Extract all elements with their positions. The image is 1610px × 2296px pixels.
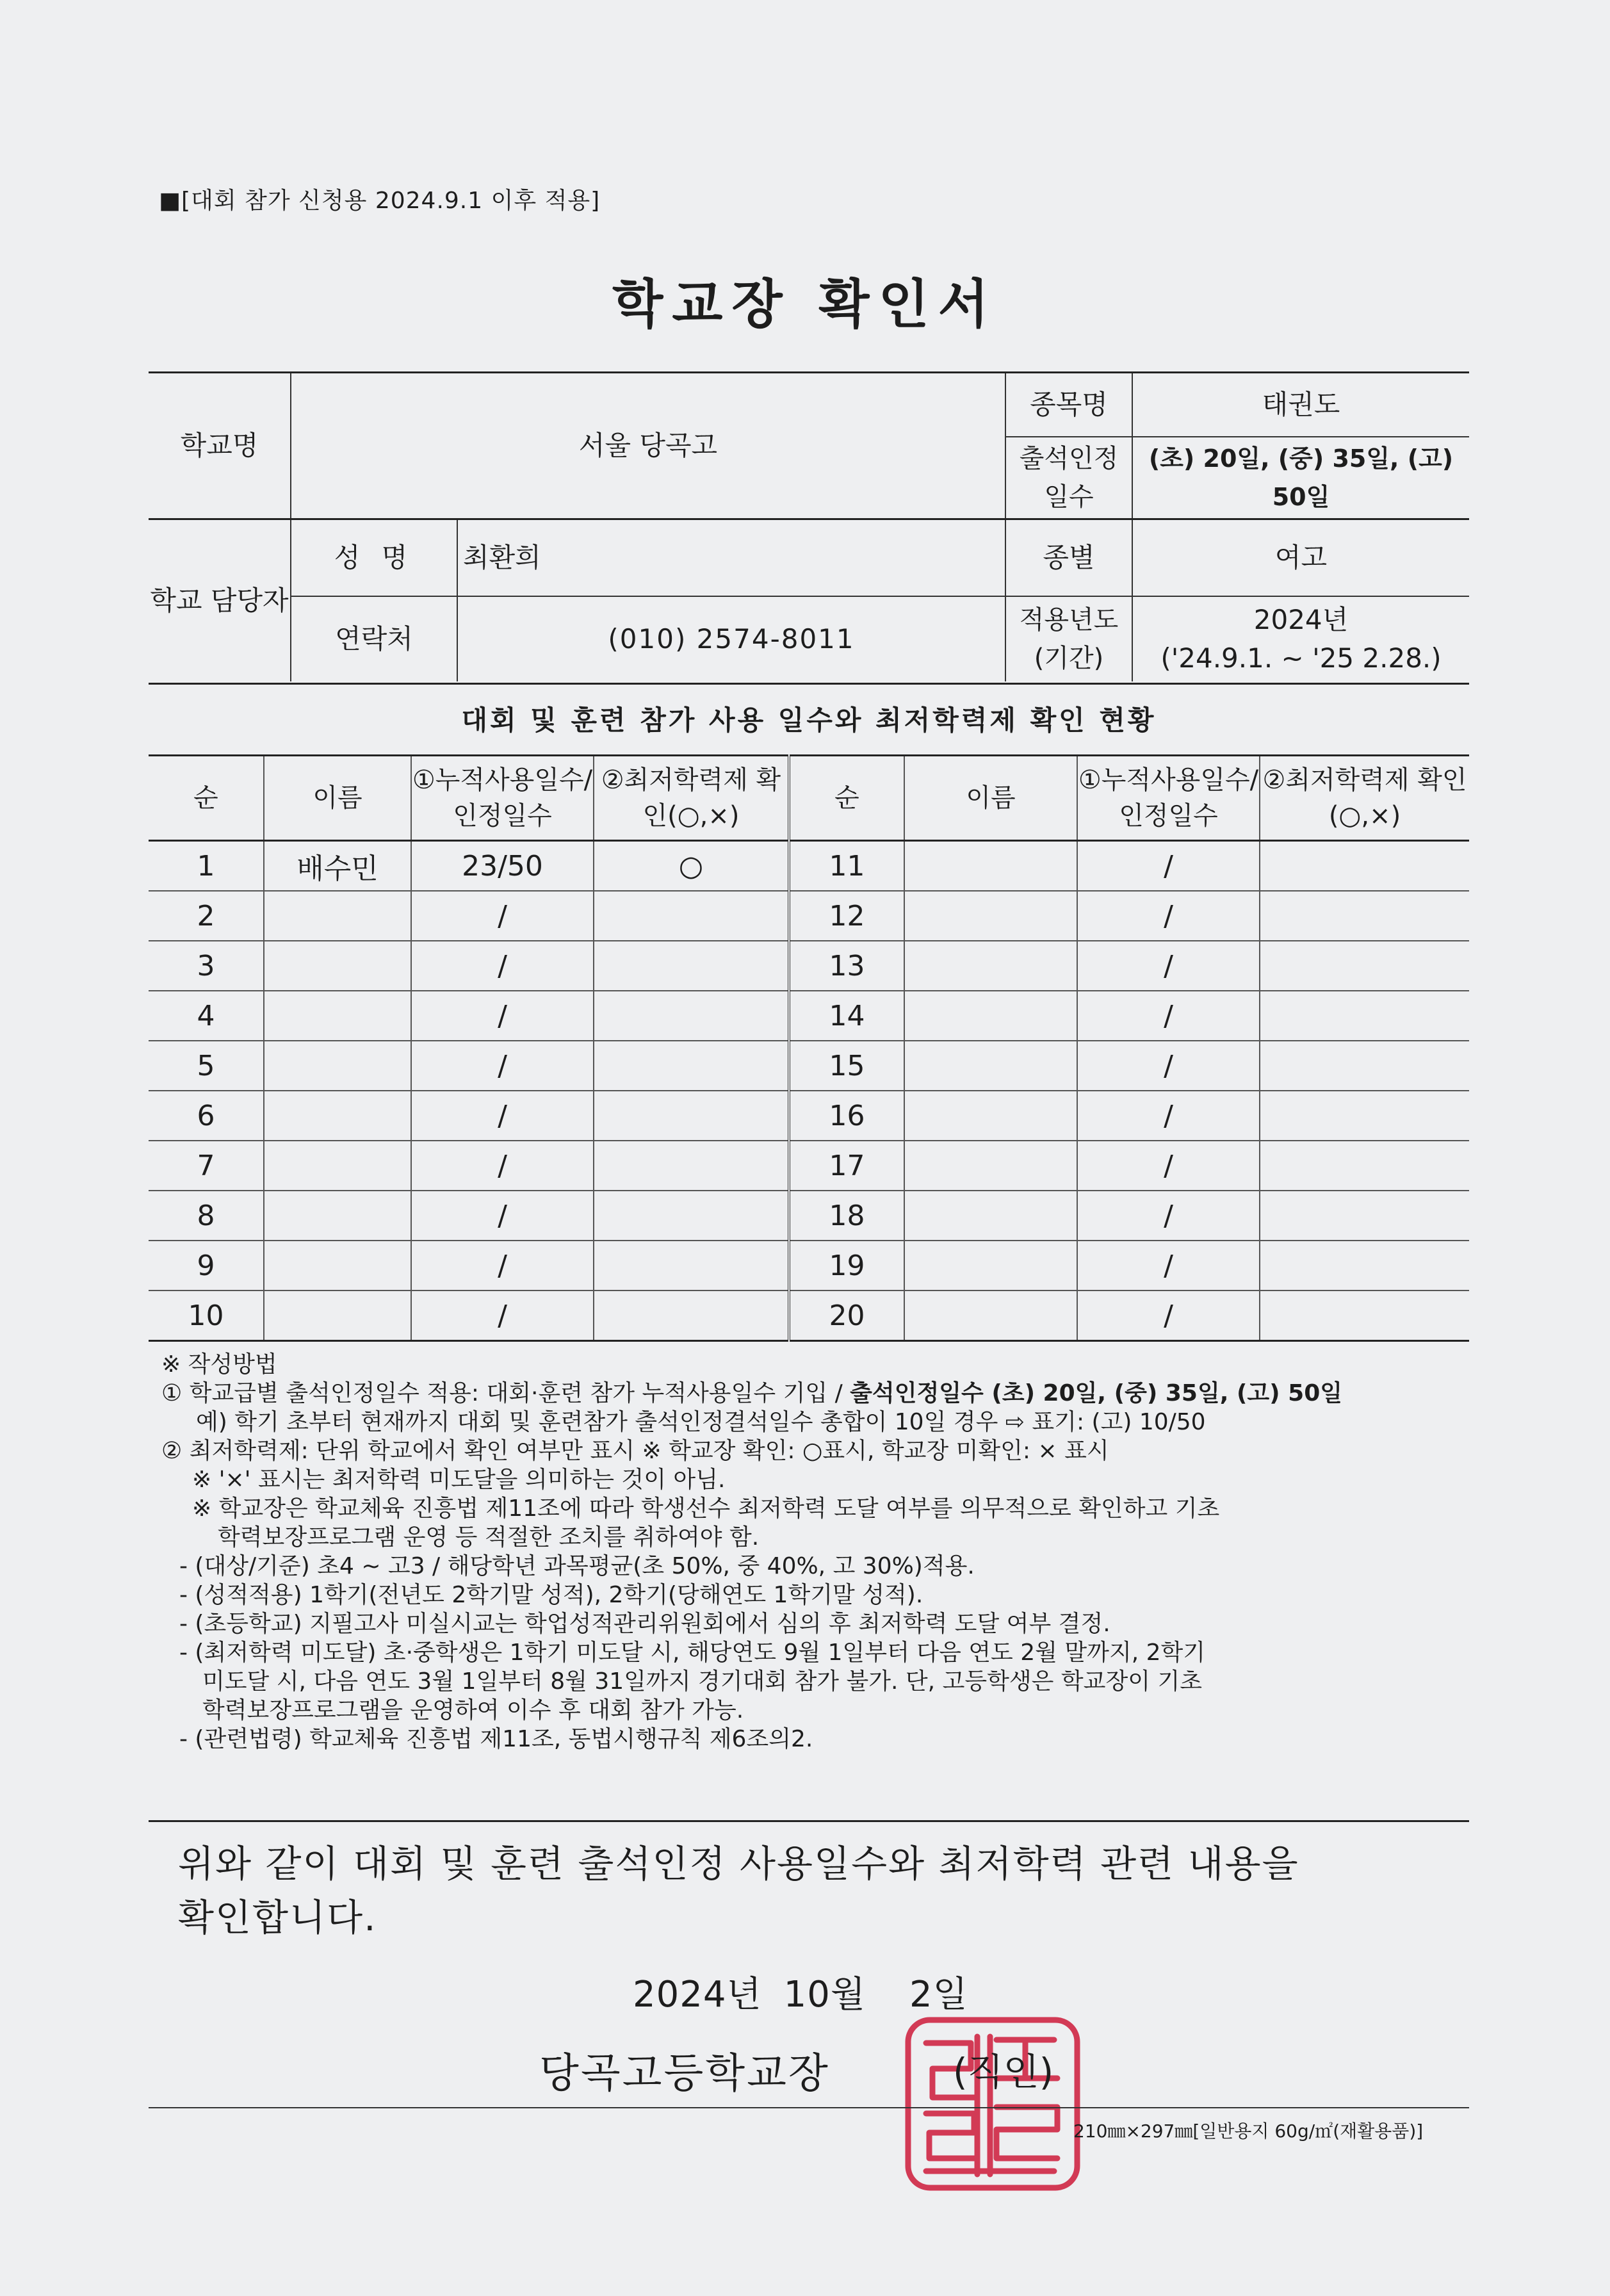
row-no: 20 <box>789 1290 904 1341</box>
row-no: 11 <box>789 841 904 892</box>
row-days: / <box>411 1041 594 1091</box>
row-days: / <box>1077 841 1260 892</box>
row-name <box>904 991 1077 1041</box>
row-days: / <box>411 1290 594 1341</box>
row-name <box>264 1041 411 1091</box>
instruction-note-1: ※ '×' 표시는 최저학력 미도달을 의미하는 것이 아님. <box>192 1467 726 1493</box>
row-days: / <box>411 991 594 1041</box>
issue-date <box>633 1966 968 2017</box>
table-row <box>149 891 1469 941</box>
row-check <box>1260 941 1469 991</box>
row-days: 23/50 <box>411 841 594 892</box>
detail-law: - (관련법령) 학교체육 진흥법 제11조, 동법시행규칙 제6조의2. <box>179 1726 813 1752</box>
attend-value: (초) 20일, (중) 35일, (고) 50일 <box>1132 437 1469 519</box>
row-check <box>1260 1041 1469 1091</box>
row-name <box>904 891 1077 941</box>
row-check <box>594 941 789 991</box>
row-days: / <box>411 941 594 991</box>
row-no: 16 <box>789 1091 904 1141</box>
row-no: 2 <box>149 891 264 941</box>
participant-table <box>149 754 1469 1342</box>
instruction-1-text: ① 학교급별 출석인정일수 적용: 대회·훈련 참가 누적사용일수 기입 / <box>161 1380 850 1406</box>
table-row <box>149 1041 1469 1091</box>
contact-label: 연락처 <box>291 596 457 681</box>
contact-value: (010) 2574-8011 <box>457 596 1005 681</box>
date-month: 10월 <box>783 1974 866 2015</box>
row-check <box>1260 1241 1469 1290</box>
row-check <box>1260 891 1469 941</box>
header-days: ①누적사용일수/인정일수 <box>1077 756 1260 841</box>
row-days: / <box>411 1141 594 1191</box>
confirmation-statement <box>178 1837 1459 1944</box>
row-no: 12 <box>789 891 904 941</box>
row-check <box>1260 991 1469 1041</box>
header-days: ①누적사용일수/인정일수 <box>411 756 594 841</box>
header-name: 이름 <box>264 756 411 841</box>
table-row <box>149 1141 1469 1191</box>
table-row <box>149 841 1469 892</box>
row-days: / <box>1077 891 1260 941</box>
row-name <box>264 1191 411 1241</box>
official-seal <box>900 2011 1086 2197</box>
name-value: 최환희 <box>457 519 1005 597</box>
instruction-1-example: 예) 학기 초부터 현재까지 대회 및 훈련참가 출석인정결석일수 총합이 10일 경우 ⇨ 표기: (고) 10/50 <box>196 1409 1206 1435</box>
row-name <box>264 1141 411 1191</box>
row-check <box>594 1290 789 1341</box>
row-days: / <box>1077 991 1260 1041</box>
instruction-1-bold: 출석인정일수 (초) 20일, (중) 35일, (고) 50일 <box>850 1380 1343 1406</box>
instruction-1 <box>161 1379 1468 1408</box>
detail-nonachievement-cont2: 학력보장프로그램을 운영하여 이수 후 대회 참가 가능. <box>202 1697 744 1723</box>
paper-spec: 210㎜×297㎜[일반용지 60g/㎡(재활용품)] <box>1073 2121 1424 2142</box>
row-no: 3 <box>149 941 264 991</box>
row-name <box>904 841 1077 892</box>
row-name <box>264 1290 411 1341</box>
detail-elementary: - (초등학교) 지필고사 미실시교는 학업성적관리위원회에서 심의 후 최저학력 도달 여부 결정. <box>179 1611 1110 1637</box>
header-no: 순 <box>149 756 264 841</box>
row-no: 9 <box>149 1241 264 1290</box>
table-row <box>149 1290 1469 1341</box>
header-no: 순 <box>789 756 904 841</box>
row-name <box>264 941 411 991</box>
year-value: 2024년 <box>1253 604 1349 635</box>
name-label: 성 명 <box>291 519 457 597</box>
row-name <box>264 891 411 941</box>
school-label: 학교명 <box>149 373 291 519</box>
info-table <box>149 371 1469 681</box>
row-days: / <box>1077 1191 1260 1241</box>
row-check <box>1260 1191 1469 1241</box>
table-row <box>149 991 1469 1041</box>
row-days: / <box>411 1241 594 1290</box>
row-name <box>904 1041 1077 1091</box>
row-name <box>904 1241 1077 1290</box>
year-label: 적용년도 (기간) <box>1005 596 1132 681</box>
row-days: / <box>1077 1241 1260 1290</box>
detail-nonachievement: - (최저학력 미도달) 초·중학생은 1학기 미도달 시, 해당연도 9월 1일부터 다음 연도 2월 말까지, 2학기 <box>179 1640 1206 1666</box>
category-value: 여고 <box>1132 519 1469 597</box>
instruction-note-2-cont: 학력보장프로그램 운영 등 적절한 조치를 취하여야 함. <box>218 1524 760 1551</box>
row-name <box>904 1141 1077 1191</box>
sport-value: 태권도 <box>1132 373 1469 437</box>
row-days: / <box>411 1091 594 1141</box>
form-usage-note: ■[대회 참가 신청용 2024.9.1 이후 적용] <box>159 188 601 214</box>
instruction-2: ② 최저학력제: 단위 학교에서 확인 여부만 표시 ※ 학교장 확인: ○표시, 학교장 미확인: × 표시 <box>161 1438 1109 1464</box>
footer-rule <box>149 2107 1469 2108</box>
row-no: 19 <box>789 1241 904 1290</box>
detail-target: - (대상/기준) 초4 ~ 고3 / 해당학년 과목평균(초 50%, 중 40%, 고 30%)적용. <box>179 1553 975 1579</box>
year-cell <box>1132 596 1469 681</box>
row-no: 18 <box>789 1191 904 1241</box>
row-name <box>904 1091 1077 1141</box>
row-days: / <box>1077 1041 1260 1091</box>
detail-grades: - (성적적용) 1학기(전년도 2학기말 성적), 2학기(당해연도 1학기말 성적). <box>179 1582 923 1608</box>
instructions <box>161 1350 1468 1754</box>
date-year: 2024년 <box>633 1974 762 2015</box>
row-name <box>904 941 1077 991</box>
header-check: ②최저학력제 확인(○,×) <box>1260 756 1469 841</box>
participant-table-header <box>149 756 1469 841</box>
row-name <box>264 1091 411 1141</box>
row-check <box>594 1191 789 1241</box>
date-day: 2일 <box>909 1974 968 2015</box>
period-value: ('24.9.1. ~ '25 2.28.) <box>1160 642 1442 674</box>
table-row <box>149 941 1469 991</box>
row-no: 1 <box>149 841 264 892</box>
row-days: / <box>411 1191 594 1241</box>
row-no: 4 <box>149 991 264 1041</box>
row-days: / <box>1077 1141 1260 1191</box>
row-name <box>264 1241 411 1290</box>
table-row <box>149 1191 1469 1241</box>
row-no: 8 <box>149 1191 264 1241</box>
principal-title: 당곡고등학교장 <box>539 2050 830 2097</box>
detail-nonachievement-cont1: 미도달 시, 다음 연도 3월 1일부터 8월 31일까지 경기대회 참가 불가. 단, 고등학생은 학교장이 기초 <box>202 1668 1202 1695</box>
row-check <box>1260 841 1469 892</box>
row-no: 5 <box>149 1041 264 1091</box>
confirm-rule <box>149 1820 1469 1822</box>
row-check <box>594 1041 789 1091</box>
row-no: 6 <box>149 1091 264 1141</box>
table-row <box>149 1091 1469 1141</box>
header-check: ②최저학력제 확인(○,×) <box>594 756 789 841</box>
row-name: 배수민 <box>264 841 411 892</box>
row-check <box>594 1091 789 1141</box>
row-no: 10 <box>149 1290 264 1341</box>
status-caption: 대회 및 훈련 참가 사용 일수와 최저학력제 확인 현황 <box>461 704 1157 736</box>
row-name <box>264 991 411 1041</box>
table-row <box>149 1241 1469 1290</box>
confirmation-line-2: 확인합니다. <box>178 1896 377 1939</box>
seal-mark-label: (직인) <box>953 2050 1054 2094</box>
row-check <box>594 1141 789 1191</box>
row-no: 7 <box>149 1141 264 1191</box>
row-no: 15 <box>789 1041 904 1091</box>
row-check <box>1260 1091 1469 1141</box>
row-days: / <box>1077 941 1260 991</box>
document-title: 학교장 확인서 <box>612 274 998 335</box>
header-name: 이름 <box>904 756 1077 841</box>
row-name <box>904 1290 1077 1341</box>
row-no: 14 <box>789 991 904 1041</box>
category-label: 종별 <box>1005 519 1132 597</box>
row-check <box>594 1241 789 1290</box>
row-name <box>904 1191 1077 1241</box>
caption-top-rule <box>149 683 1469 685</box>
instruction-note-2: ※ 학교장은 학교체육 진흥법 제11조에 따라 학생선수 최저학력 도달 여부를 의무적으로 확인하고 기초 <box>192 1495 1220 1522</box>
row-check <box>594 991 789 1041</box>
row-check <box>594 891 789 941</box>
row-days: / <box>1077 1091 1260 1141</box>
row-check <box>1260 1290 1469 1341</box>
row-no: 17 <box>789 1141 904 1191</box>
manager-label: 학교 담당자 <box>149 519 291 682</box>
instructions-title: ※ 작성방법 <box>161 1351 277 1378</box>
sport-label: 종목명 <box>1005 373 1132 437</box>
row-check: ○ <box>594 841 789 892</box>
row-no: 13 <box>789 941 904 991</box>
row-days: / <box>411 891 594 941</box>
confirmation-line-1: 위와 같이 대회 및 훈련 출석인정 사용일수와 최저학력 관련 내용을 <box>178 1842 1299 1885</box>
school-value: 서울 당곡고 <box>291 373 1005 519</box>
row-days: / <box>1077 1290 1260 1341</box>
row-check <box>1260 1141 1469 1191</box>
attend-label: 출석인정 일수 <box>1005 437 1132 519</box>
